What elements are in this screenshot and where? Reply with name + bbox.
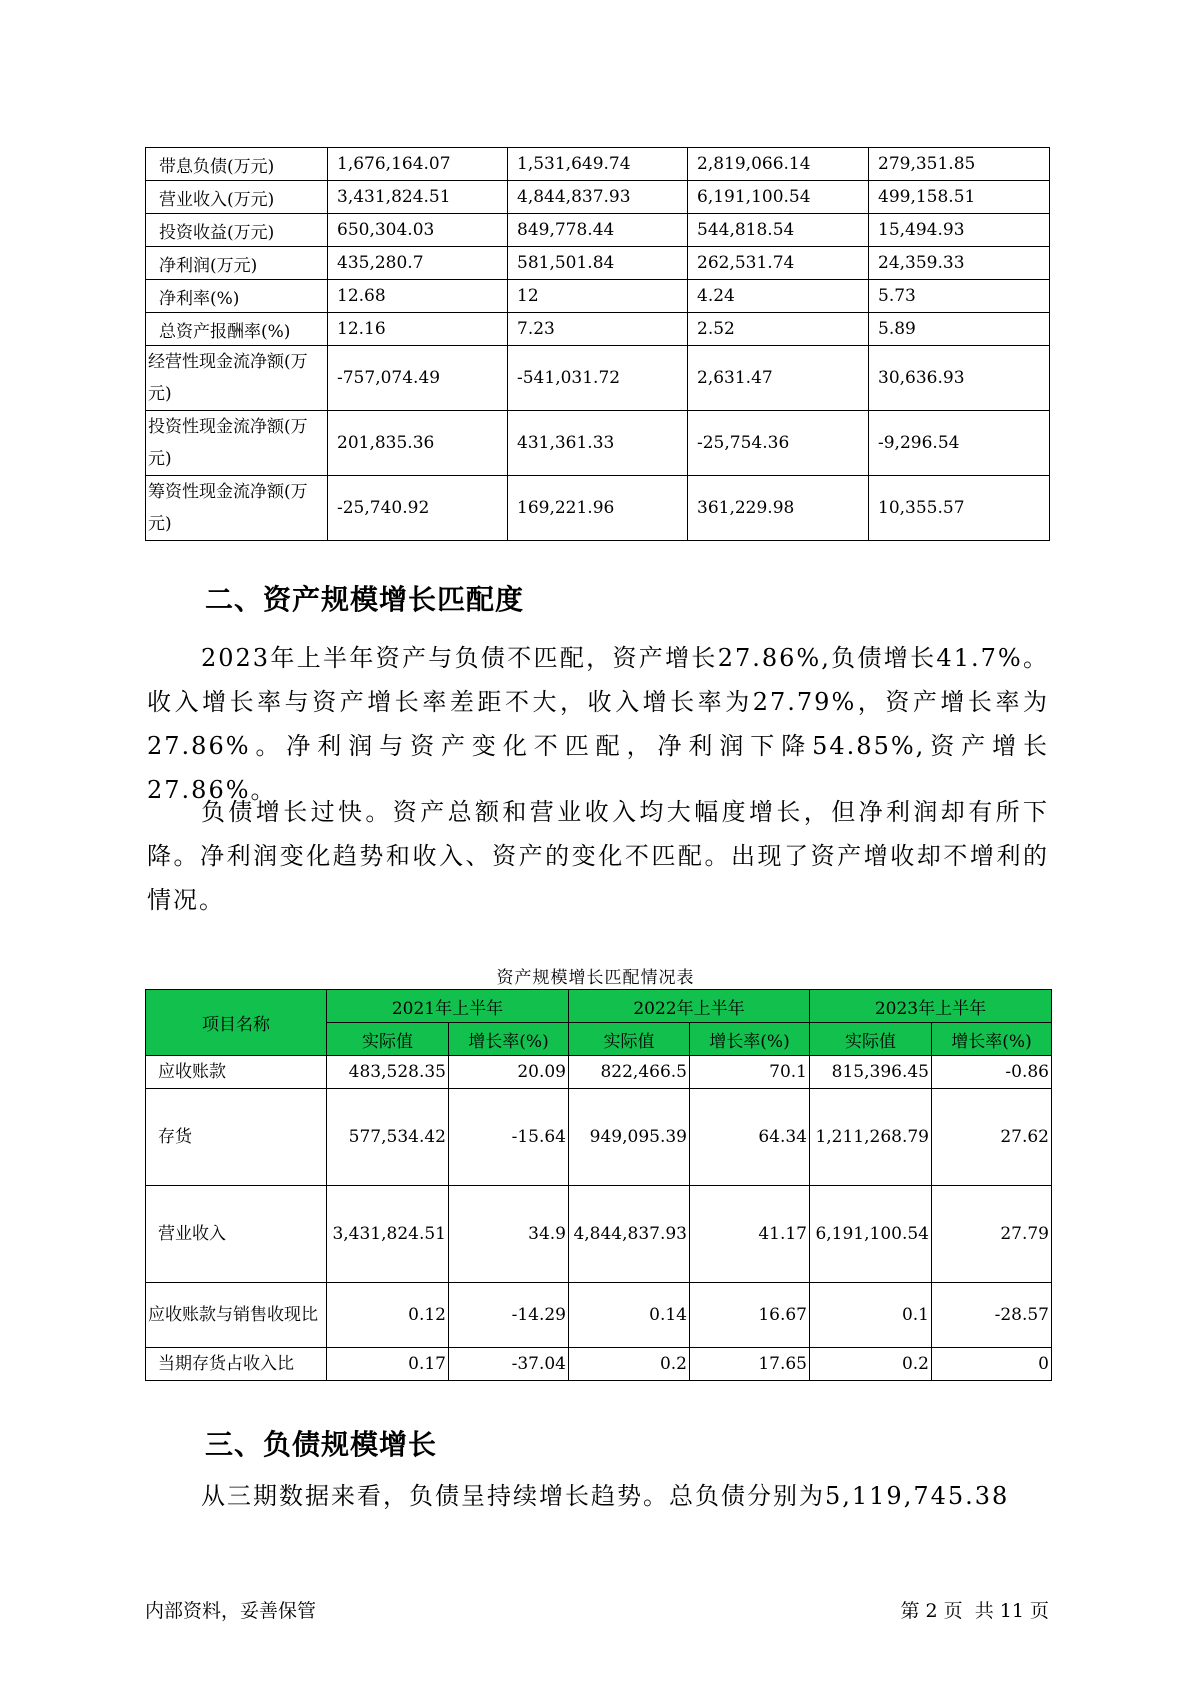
row-label: 应收账款: [146, 1056, 327, 1089]
table-row: [146, 411, 1050, 476]
table-row: [146, 1186, 1052, 1283]
table-row: [146, 1283, 1052, 1348]
cell: 577,534.42: [327, 1089, 449, 1186]
cell: 12.16: [328, 313, 508, 346]
cell: 435,280.7: [328, 247, 508, 280]
cell: 17.65: [690, 1348, 810, 1381]
paragraph: 2023年上半年资产与负债不匹配，资产增长27.86%,负债增长41.7%。收入增长率与资产增长率差距不大，收入增长率为27.79%，资产增长率为27.86%。净利润与资产变化不匹配，净利润下降54.85%,资产增长27.86%。: [147, 644, 1049, 804]
cell: -541,031.72: [508, 346, 688, 411]
cell: 3,431,824.51: [328, 181, 508, 214]
cell: -15.64: [449, 1089, 569, 1186]
table-caption: 资产规模增长匹配情况表: [496, 968, 695, 988]
cell: -9,296.54: [869, 411, 1050, 476]
header-actual: 实际值: [810, 1023, 932, 1056]
cell: -37.04: [449, 1348, 569, 1381]
cell: 7.23: [508, 313, 688, 346]
cell: -25,740.92: [328, 476, 508, 541]
cell: -28.57: [932, 1283, 1052, 1348]
cell: 41.17: [690, 1186, 810, 1283]
cell: 6,191,100.54: [688, 181, 869, 214]
header-period: 2021年上半年: [327, 990, 569, 1023]
cell: 815,396.45: [810, 1056, 932, 1089]
cell: 10,355.57: [869, 476, 1050, 541]
header-actual: 实际值: [569, 1023, 690, 1056]
cell: 581,501.84: [508, 247, 688, 280]
header-period: 2022年上半年: [569, 990, 810, 1023]
footer-confidential-note: 内部资料，妥善保管: [145, 1600, 317, 1622]
section-heading: 三、负债规模增长: [205, 1428, 438, 1461]
cell: 30,636.93: [869, 346, 1050, 411]
cell: 544,818.54: [688, 214, 869, 247]
cell: 279,351.85: [869, 148, 1050, 181]
row-label: 投资性现金流净额(万元): [146, 411, 328, 476]
cell: 12.68: [328, 280, 508, 313]
cell: 0.2: [569, 1348, 690, 1381]
table-row: [146, 476, 1050, 541]
cell: -14.29: [449, 1283, 569, 1348]
financial-indicators-table: [145, 147, 1050, 541]
row-label: 净利率(%): [146, 280, 328, 313]
header-actual: 实际值: [327, 1023, 449, 1056]
cell: -0.86: [932, 1056, 1052, 1089]
section-heading: 二、资产规模增长匹配度: [205, 583, 525, 616]
table-row: [146, 181, 1050, 214]
cell: 0.17: [327, 1348, 449, 1381]
cell: 12: [508, 280, 688, 313]
row-label: 营业收入: [146, 1186, 327, 1283]
header-period: 2023年上半年: [810, 990, 1052, 1023]
row-label: 当期存货占收入比: [146, 1348, 327, 1381]
cell: 15,494.93: [869, 214, 1050, 247]
cell: 0: [932, 1348, 1052, 1381]
table-row: [146, 313, 1050, 346]
cell: 2.52: [688, 313, 869, 346]
cell: 201,835.36: [328, 411, 508, 476]
cell: 169,221.96: [508, 476, 688, 541]
cell: 0.1: [810, 1283, 932, 1348]
cell: -757,074.49: [328, 346, 508, 411]
paragraph: 从三期数据来看，负债呈持续增长趋势。总负债分别为5,119,745.38: [201, 1482, 1010, 1510]
header-row: [146, 990, 1052, 1023]
cell: 0.2: [810, 1348, 932, 1381]
cell: 822,466.5: [569, 1056, 690, 1089]
cell: 20.09: [449, 1056, 569, 1089]
cell: 27.62: [932, 1089, 1052, 1186]
cell: 499,158.51: [869, 181, 1050, 214]
cell: 3,431,824.51: [327, 1186, 449, 1283]
table-row: [146, 1089, 1052, 1186]
cell: 262,531.74: [688, 247, 869, 280]
table-row: [146, 148, 1050, 181]
row-label: 带息负债(万元): [146, 148, 328, 181]
header-growth: 增长率(%): [449, 1023, 569, 1056]
cell: 6,191,100.54: [810, 1186, 932, 1283]
header-growth: 增长率(%): [690, 1023, 810, 1056]
cell: 5.89: [869, 313, 1050, 346]
table-row: [146, 280, 1050, 313]
cell: 0.12: [327, 1283, 449, 1348]
cell: 24,359.33: [869, 247, 1050, 280]
paragraph: 负债增长过快。资产总额和营业收入均大幅度增长，但净利润却有所下降。净利润变化趋势和收入、资产的变化不匹配。出现了资产增收却不增利的情况。: [147, 798, 1049, 914]
cell: -25,754.36: [688, 411, 869, 476]
asset-growth-match-table: [145, 989, 1052, 1381]
table-row: [146, 1348, 1052, 1381]
cell: 483,528.35: [327, 1056, 449, 1089]
cell: 16.67: [690, 1283, 810, 1348]
table-row: [146, 247, 1050, 280]
row-label: 应收账款与销售收现比: [146, 1283, 327, 1348]
cell: 34.9: [449, 1186, 569, 1283]
row-label: 存货: [146, 1089, 327, 1186]
row-label: 总资产报酬率(%): [146, 313, 328, 346]
cell: 1,676,164.07: [328, 148, 508, 181]
footer-page-number: 第 2 页 共 11 页: [900, 1600, 1049, 1622]
cell: 64.34: [690, 1089, 810, 1186]
cell: 0.14: [569, 1283, 690, 1348]
table-row: [146, 214, 1050, 247]
cell: 1,531,649.74: [508, 148, 688, 181]
cell: 361,229.98: [688, 476, 869, 541]
cell: 70.1: [690, 1056, 810, 1089]
row-label: 经营性现金流净额(万元): [146, 346, 328, 411]
table-row: [146, 346, 1050, 411]
header-growth: 增长率(%): [932, 1023, 1052, 1056]
cell: 4,844,837.93: [508, 181, 688, 214]
cell: 2,819,066.14: [688, 148, 869, 181]
cell: 431,361.33: [508, 411, 688, 476]
table-row: [146, 1056, 1052, 1089]
cell: 949,095.39: [569, 1089, 690, 1186]
cell: 849,778.44: [508, 214, 688, 247]
row-label: 投资收益(万元): [146, 214, 328, 247]
cell: 650,304.03: [328, 214, 508, 247]
cell: 1,211,268.79: [810, 1089, 932, 1186]
cell: 27.79: [932, 1186, 1052, 1283]
header-item-name: 项目名称: [146, 990, 327, 1056]
cell: 4,844,837.93: [569, 1186, 690, 1283]
cell: 2,631.47: [688, 346, 869, 411]
cell: 5.73: [869, 280, 1050, 313]
cell: 4.24: [688, 280, 869, 313]
row-label: 净利润(万元): [146, 247, 328, 280]
row-label: 筹资性现金流净额(万元): [146, 476, 328, 541]
row-label: 营业收入(万元): [146, 181, 328, 214]
